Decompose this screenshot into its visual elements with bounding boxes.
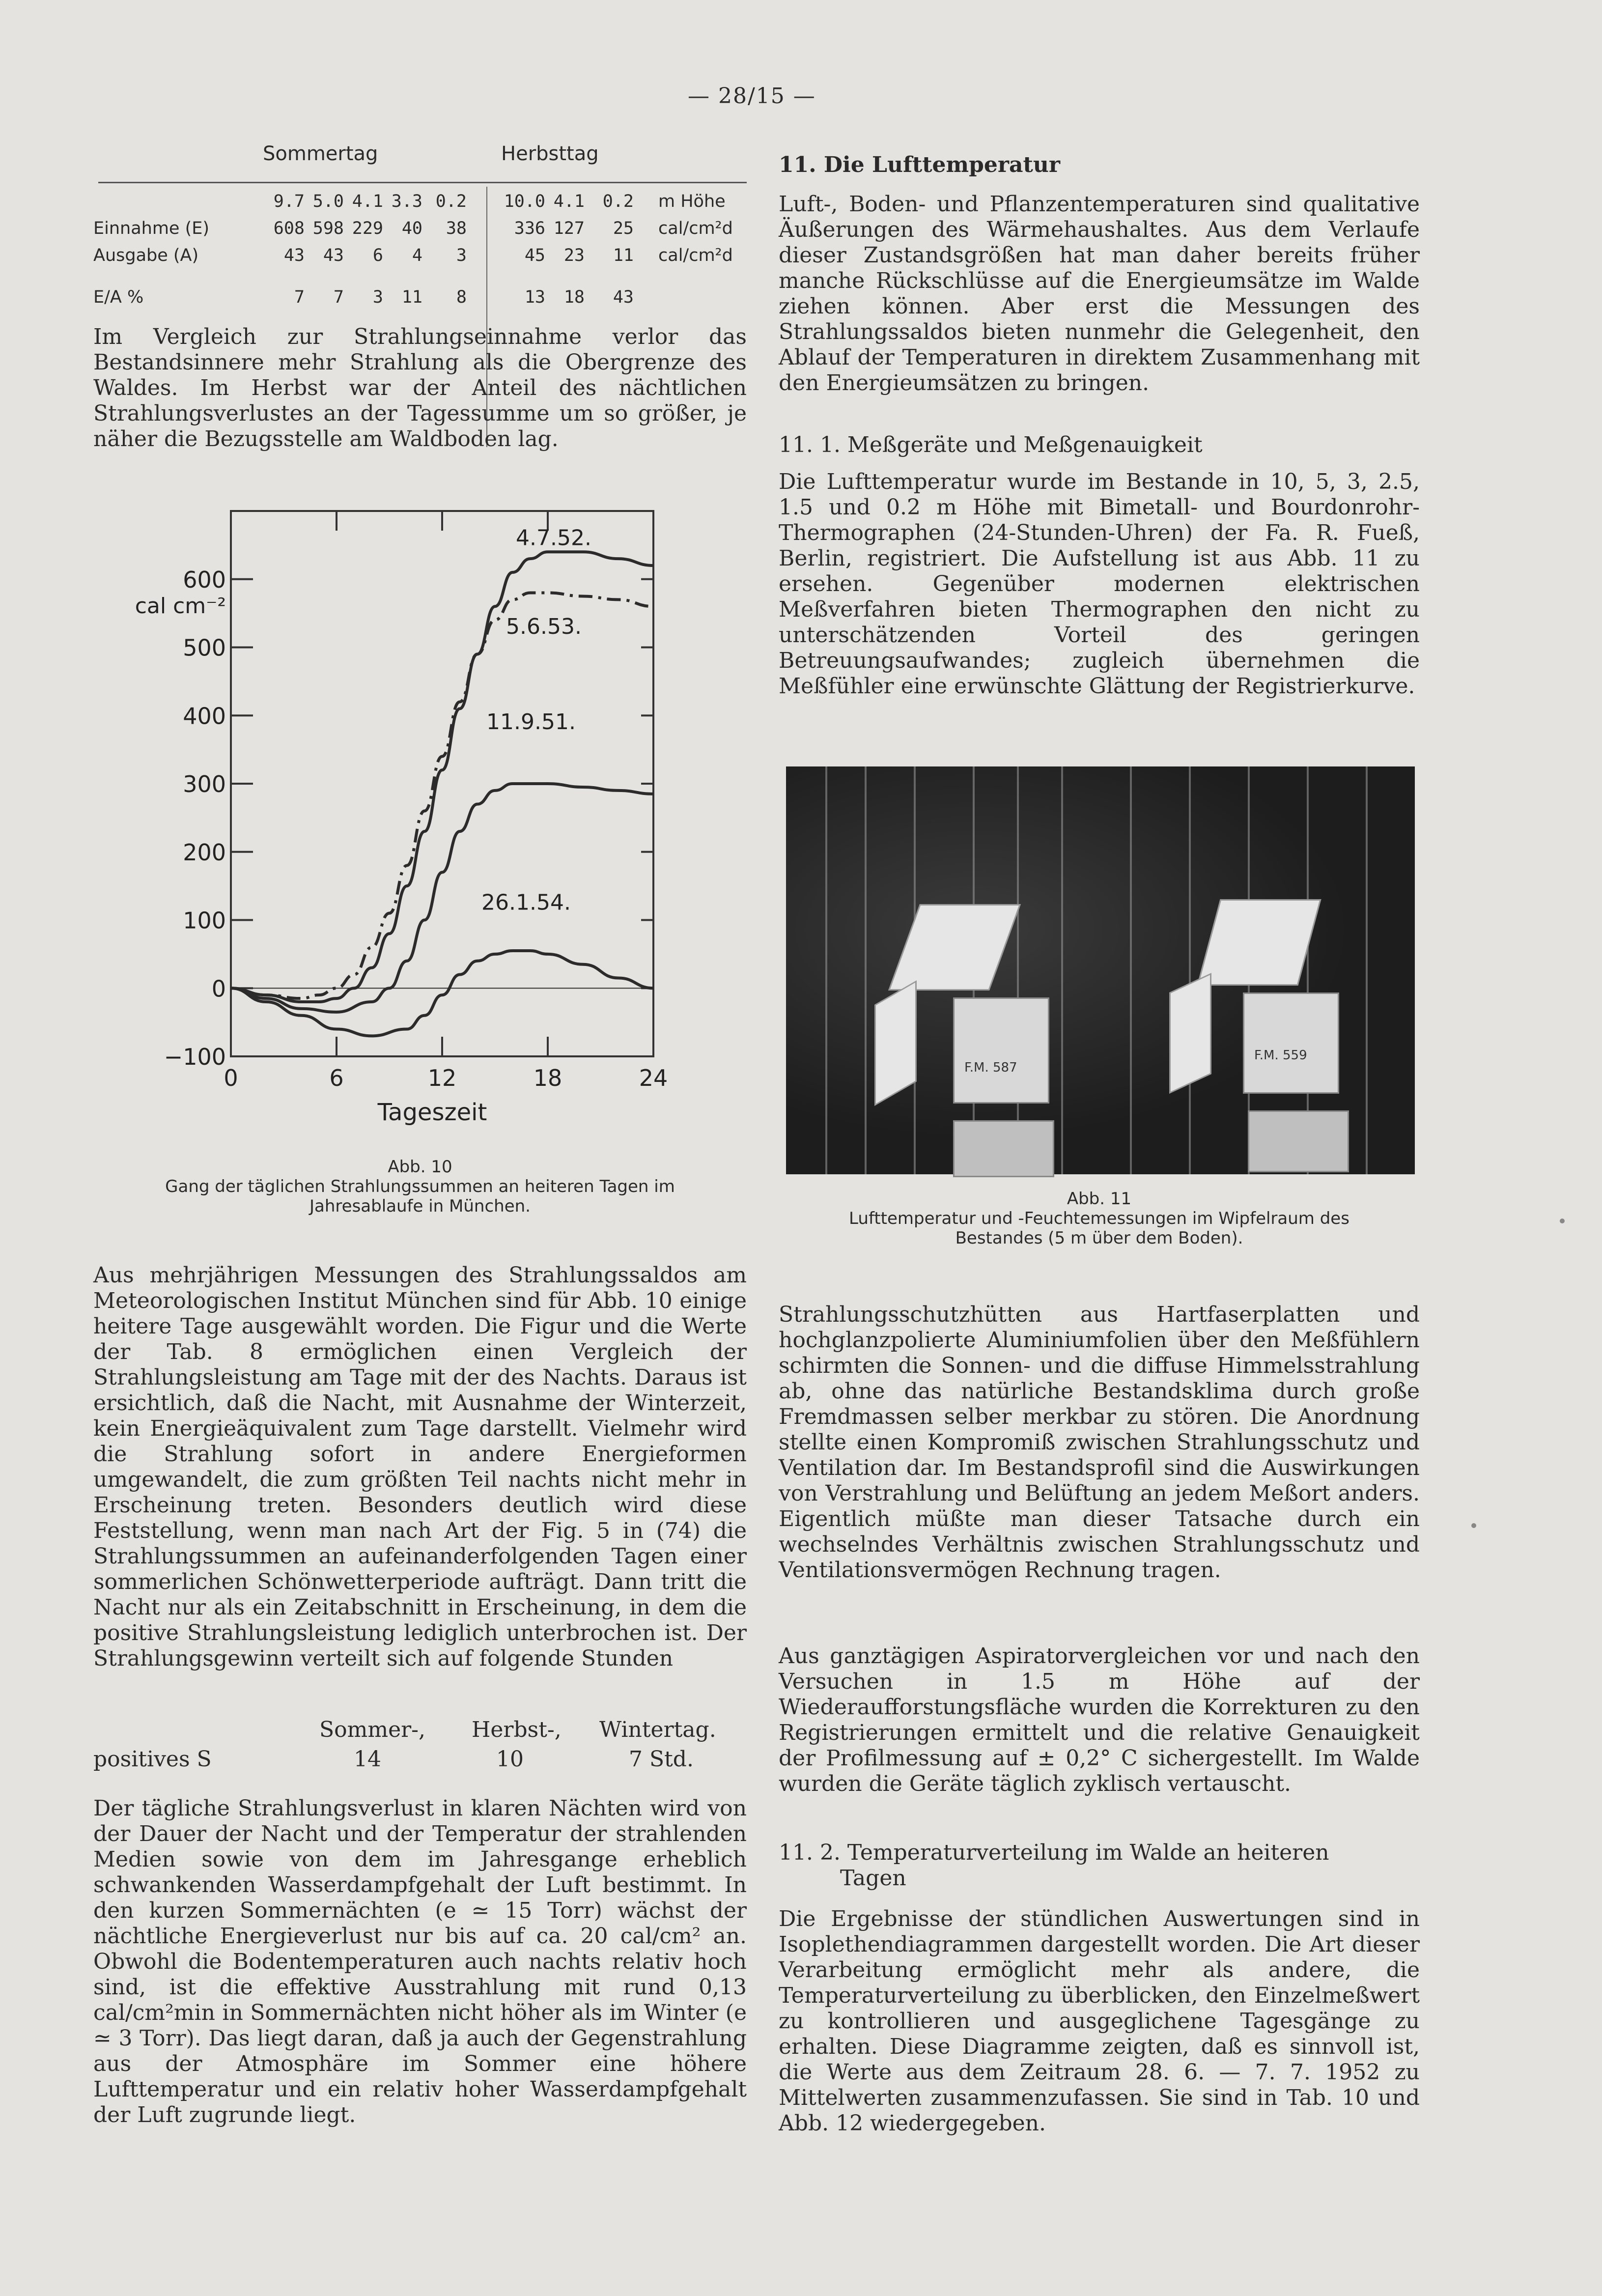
- margin-dot: [1471, 1523, 1476, 1528]
- x-axis-label: Tageszeit: [377, 1099, 487, 1126]
- shelter-roof-right: [1197, 899, 1321, 986]
- right-paragraph-5: Die Ergebnisse der stündlichen Auswertungen sind in Isoplethendiagrammen dargestellt worden. Die Art dieser Verarbeitung ermöglicht mehr als andere, die Temperaturverteilung zu überblicken, den Einzelmeßwert zu kontrollieren und ausgeglichene Tagesgänge zu erhalten. Diese Diagramme zeigten, daß es sinnvoll ist, die Werte aus dem Zeitraum 28. 6. — 7. 7. 1952 zu Mittelwerten zusammenzufassen. Sie sind in Tab. 10 und Abb. 12 wiedergegeben.: [779, 1906, 1420, 2136]
- series-label: 4.7.52.: [516, 525, 591, 551]
- instrument-box-right: F.M. 559: [1243, 992, 1339, 1094]
- section-heading: 11. Die Lufttemperatur: [779, 152, 1061, 177]
- left-paragraph-1: Im Vergleich zur Strahlungseinnahme verlor das Bestandsinnere mehr Strahlung als die Obergrenze des Waldes. Im Herbst war der Anteil des nächtlichen Strahlungsverlustes an der Tagessumme um so größer, je näher die Bezugsstelle am Waldboden lag.: [93, 324, 747, 452]
- y-tick-label: 400: [183, 703, 226, 730]
- series-label: 11.9.51.: [486, 709, 576, 735]
- x-tick-label: 6: [329, 1065, 344, 1091]
- shelter-flap-left: [874, 980, 917, 1106]
- series-label: 26.1.54.: [481, 890, 571, 915]
- figure-10-caption: [93, 1157, 747, 1216]
- stats-header-summer: Sommer-,: [319, 1717, 426, 1742]
- page-number: — 28/15 —: [688, 84, 816, 109]
- shelter-flap-right: [1169, 973, 1211, 1094]
- figure-11-title-line-1: Lufttemperatur und -Feuchtemessungen im Wipfelraum des: [849, 1209, 1349, 1228]
- right-paragraph-4: Aus ganztägigen Aspiratorvergleichen vor und nach den Versuchen in 1.5 m Höhe auf der Wiederaufforstungsfläche wurden die Korrekturen zu den Registrierungen ermittelt und die relative Genauigkeit der Profilmessung auf ± 0,2° C sichergestellt. Im Walde wurden die Geräte täglich zyklisch vertauscht.: [779, 1644, 1420, 1796]
- radiation-hours-table: [93, 1717, 747, 1776]
- figure-11-title-line-2: Bestandes (5 m über dem Boden).: [955, 1228, 1243, 1248]
- x-tick-label: 0: [224, 1065, 238, 1091]
- stats-value-winter: 7 Std.: [629, 1747, 694, 1772]
- stats-row-label: positives S: [93, 1747, 212, 1772]
- instrument-box-left: F.M. 587: [953, 997, 1049, 1104]
- figure-10-title-line-1: Gang der täglichen Strahlungssummen an heiteren Tagen im: [165, 1177, 675, 1196]
- y-tick-label: 100: [183, 907, 226, 934]
- x-tick-label: 24: [639, 1065, 668, 1091]
- stats-value-summer: 14: [354, 1747, 381, 1772]
- figure-11-caption: [779, 1189, 1420, 1248]
- table-group-autumn: Herbsttag: [501, 142, 599, 165]
- figure-11-photo: [786, 766, 1415, 1174]
- table-row: 9.7 5.0 4.1 3.3 0.2 10.0 4.1 0.2 m Höhe: [273, 192, 726, 211]
- table-group-summer: Sommertag: [263, 142, 378, 165]
- figure-11-number: Abb. 11: [1067, 1189, 1132, 1209]
- y-tick-label: 500: [183, 634, 226, 661]
- margin-dot: [1560, 1219, 1565, 1223]
- y-axis-label: cal cm⁻²: [135, 594, 226, 619]
- y-tick-label: 300: [183, 771, 226, 797]
- subsection-heading-1: 11. 1. Meßgeräte und Meßgenauigkeit: [779, 432, 1203, 457]
- table-rule: [98, 182, 747, 183]
- right-paragraph-1: Luft-, Boden- und Pflanzentemperaturen sind qualitative Äußerungen des Wärmehaushaltes. Aus dem Verlaufe dieser Zustandsgrößen hat man daher bereits früher manche Rückschlüsse auf die Energieumsätze im Walde ziehen können. Aber erst die Messungen des Strahlungssaldos bieten nunmehr die Gelegenheit, den Ablauf der Temperaturen in direktem Zusammenhang mit den Energieumsätzen zu bringen.: [779, 192, 1420, 396]
- table-row: Einnahme (E) 608 598 229 40 38 336 127 25 cal/cm²d: [93, 219, 733, 238]
- table-row: E/A % 7 7 3 11 8 13 18 43: [93, 287, 634, 307]
- y-tick-label: 0: [211, 975, 226, 1002]
- plot-frame: [231, 511, 653, 1056]
- left-paragraph-2: Aus mehrjährigen Messungen des Strahlungssaldos am Meteorologischen Institut München sind für Abb. 10 einige heitere Tage ausgewählt worden. Die Figur und die Werte der Tab. 8 ermöglichen einen Vergleich der Strahlungsleistung am Tage mit der des Nachts. Daraus ist ersichtlich, daß die Nacht, mit Ausnahme der Winterzeit, kein Energieäquivalent zum Tage darstellt. Vielmehr wird die Strahlung sofort in andere Energieformen umgewandelt, die zum größten Teil nachts nicht mehr in Erscheinung treten. Besonders deutlich wird diese Feststellung, wenn man nach Art der Fig. 5 in (74) die Strahlungssummen an aufeinanderfolgenden Tagen einer sommerlichen Schönwetterperiode aufträgt. Dann tritt die Nacht nur als ein Zeitabschnitt in Erscheinung, in dem die positive Strahlungsleistung lediglich unterbrochen ist. Der Strahlungsgewinn verteilt sich auf folgende Stunden: [93, 1263, 747, 1671]
- y-tick-label: 600: [183, 566, 226, 593]
- y-tick-label: −100: [164, 1044, 226, 1070]
- series-line: [231, 951, 653, 1036]
- x-tick-label: 18: [533, 1065, 562, 1091]
- subsection-heading-2: 11. 2. Temperaturverteilung im Walde an heiteren Tagen: [779, 1840, 1329, 1891]
- series-label: 5.6.53.: [506, 614, 582, 639]
- left-paragraph-3: Der tägliche Strahlungsverlust in klaren Nächten wird von der Dauer der Nacht und der Temperatur der strahlenden Medien sowie von dem im Jahresgange erheblich schwankenden Wasserdampfgehalt der Luft bestimmt. In den kurzen Sommernächten (e ≃ 15 Torr) wächst der nächtliche Energieverlust nur bis auf ca. 20 cal/cm² an. Obwohl die Bodentemperaturen auch nachts relativ hoch sind, ist die effektive Ausstrahlung mit rund 0,13 cal/cm²min in Sommernächten nicht höher als im Winter (e ≃ 3 Torr). Das liegt daran, daß ja auch der Gegenstrahlung aus der Atmosphäre im Sommer eine höhere Lufttemperatur und ein relativ hoher Wasserdampfgehalt der Luft zugrunde liegt.: [93, 1796, 747, 2127]
- stats-header-winter: Wintertag.: [599, 1717, 716, 1742]
- series-line: [231, 784, 653, 1012]
- right-paragraph-2: Die Lufttemperatur wurde im Bestande in 10, 5, 3, 2.5, 1.5 und 0.2 m Höhe mit Bimetall- und Bourdonrohr-Thermographen (24-Stunden-Uhren) der Fa. R. Fueß, Berlin, registriert. Die Aufstellung ist aus Abb. 11 zu ersehen. Gegenüber modernen elektrischen Meßverfahren bieten Thermographen den nicht zu unterschätzenden Vorteil des geringen Betreuungsaufwandes; zugleich übernehmen die Meßfühler eine erwünschte Glättung der Registrierkurve.: [779, 469, 1420, 699]
- series-line: [231, 593, 653, 999]
- shelter-roof-left: [888, 904, 1021, 991]
- table-row: Ausgabe (A) 43 43 6 4 3 45 23 11 cal/cm²d: [93, 246, 733, 265]
- x-tick-label: 12: [427, 1065, 457, 1091]
- figure-10-number: Abb. 10: [388, 1157, 452, 1177]
- stats-header-autumn: Herbst-,: [472, 1717, 562, 1742]
- stats-value-autumn: 10: [496, 1747, 524, 1772]
- y-tick-label: 200: [183, 839, 226, 866]
- radiation-chart: [135, 491, 678, 1145]
- figure-10-title-line-2: Jahresablaufe in München.: [309, 1196, 531, 1216]
- right-paragraph-3: Strahlungsschutzhütten aus Hartfaserplatten und hochglanzpolierte Aluminiumfolien über den Meßfühlern schirmten die Sonnen- und die diffuse Himmelsstrahlung ab, ohne das natürliche Bestandsklima durch große Fremdmassen selber merkbar zu stören. Die Anordnung stellte einen Kompromiß zwischen Strahlungsschutz und Ventilation dar. Im Bestandsprofil sind die Auswirkungen von Verstrahlung und Belüftung an jedem Meßort anders. Eigentlich müßte man dieser Tatsache durch ein wechselndes Verhältnis zwischen Strahlungsschutz und Ventilationsvermögen Rechnung tragen.: [779, 1302, 1420, 1583]
- series-line: [231, 552, 653, 1002]
